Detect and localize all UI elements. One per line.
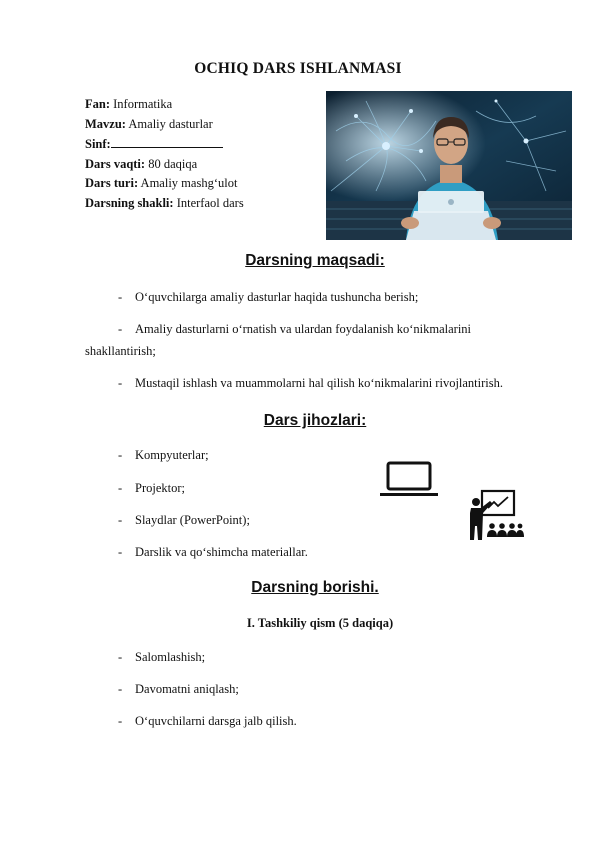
list-item-text: Davomatni aniqlash; <box>135 682 239 696</box>
info-value: 80 daqiqa <box>145 156 198 171</box>
info-value: Amaliy mashg‘ulot <box>138 176 238 191</box>
lesson-info <box>85 95 244 214</box>
info-label: Dars turi: <box>85 176 139 191</box>
list-item <box>118 448 209 463</box>
info-label: Darsning shakli: <box>85 195 174 210</box>
bullet-dash: - <box>118 322 123 336</box>
list-item-text: Kompyuterlar; <box>135 448 209 462</box>
info-subject <box>85 95 244 115</box>
list-item <box>118 682 239 697</box>
bullet-dash: - <box>118 481 123 495</box>
info-form <box>85 194 244 214</box>
section-heading-equipment: Dars jihozlari: <box>263 412 367 429</box>
list-item <box>118 714 297 729</box>
document-title: OCHIQ DARS ISHLANMASI <box>194 60 402 77</box>
list-item <box>118 290 418 305</box>
list-item <box>118 376 503 391</box>
list-item-text: O‘quvchilarga amaliy dasturlar haqida tushuncha berish; <box>135 290 419 304</box>
list-item-text: Amaliy dasturlarni o‘rnatish va ulardan foydalanish ko‘nikmalarini <box>135 322 472 336</box>
list-item-text: Darslik va qo‘shimcha materiallar. <box>135 545 308 559</box>
info-value: Amaliy dasturlar <box>125 116 213 131</box>
bullet-dash: - <box>118 376 123 390</box>
bullet-dash: - <box>118 545 123 559</box>
subsection-heading: I. Tashkiliy qism (5 daqiqa) <box>246 616 394 630</box>
bullet-dash: - <box>118 650 123 664</box>
bullet-dash: - <box>118 513 123 527</box>
list-item <box>118 322 471 337</box>
list-item <box>118 545 308 560</box>
section-heading-procedure: Darsning borishi. <box>251 579 379 596</box>
info-label: Fan: <box>85 97 110 111</box>
bullet-dash: - <box>118 682 123 696</box>
bullet-dash: - <box>118 448 123 462</box>
info-label: Sinf: <box>85 137 111 152</box>
list-item-continuation: shakllantirish; <box>85 344 156 358</box>
programmer-photo <box>326 91 572 240</box>
bullet-dash: - <box>118 714 123 728</box>
info-value: Informatika <box>110 97 173 111</box>
info-type <box>85 174 244 194</box>
section-heading-goals: Darsning maqsadi: <box>245 252 385 269</box>
list-item <box>118 513 250 528</box>
bullet-dash: - <box>118 290 123 304</box>
list-item <box>118 650 205 665</box>
info-label: Mavzu: <box>85 116 126 131</box>
list-item-text: Projektor; <box>135 481 185 495</box>
list-item-text: Salomlashish; <box>135 650 206 664</box>
teacher-board-icon <box>468 488 524 542</box>
list-item <box>118 481 185 496</box>
laptop-icon <box>378 460 440 500</box>
list-item-text: Mustaqil ishlash va muammolarni hal qilish ko‘nikmalarini rivojlantirish. <box>135 376 504 390</box>
list-item-text: O‘quvchilarni darsga jalb qilish. <box>135 714 297 728</box>
info-duration <box>85 155 244 175</box>
list-item-text: Slaydlar (PowerPoint); <box>135 513 250 527</box>
info-value: Interfaol dars <box>173 195 244 210</box>
info-label: Dars vaqti: <box>85 156 146 171</box>
class-blank-line <box>111 134 223 148</box>
info-class <box>85 134 244 155</box>
info-topic <box>85 115 244 135</box>
